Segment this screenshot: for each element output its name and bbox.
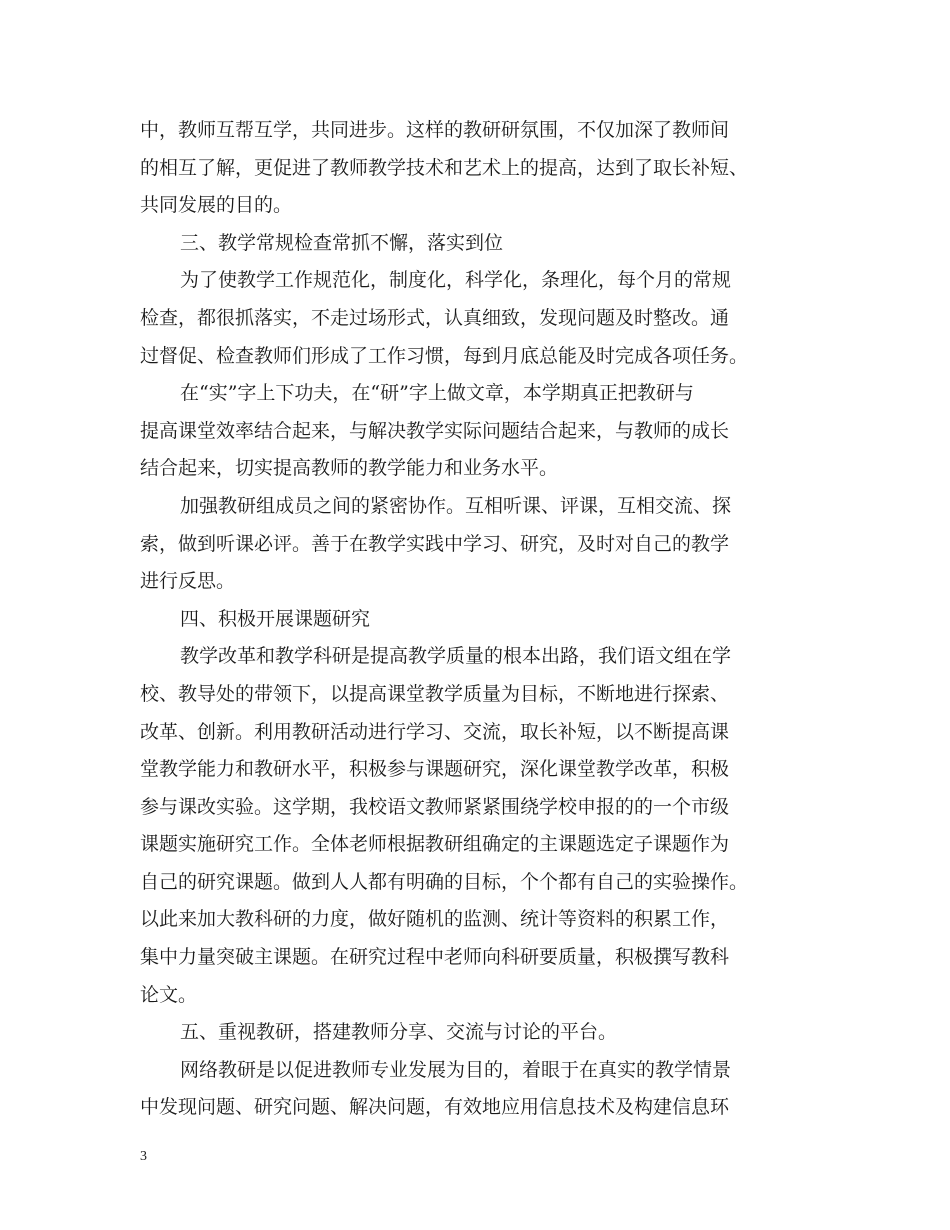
text-line: 论文。 [140, 983, 198, 1006]
text-line: 堂教学能力和教研水平，积极参与课题研究，深化课堂教学改革，积极 [140, 758, 730, 781]
document-body [140, 112, 815, 1127]
text-line: 检查，都很抓落实，不走过场形式，认真细致，发现问题及时整改。通 [140, 306, 730, 329]
text-line: 为了使教学工作规范化，制度化，科学化，条理化，每个月的常规 [180, 269, 732, 292]
text-line: 教学改革和教学科研是提高教学质量的根本出路，我们语文组在学 [180, 645, 732, 668]
page-number: 3 [140, 1149, 147, 1164]
text-line: 结合起来，切实提高教师的教学能力和业务水平。 [140, 457, 559, 480]
text-line: 共同发展的目的。 [140, 194, 293, 217]
text-line: 在“实”字上下功夫，在“研”字上做文章，本学期真正把教研与 [180, 382, 694, 405]
text-line: 进行反思。 [140, 570, 236, 593]
text-line: 集中力量突破主课题。在研究过程中老师向科研要质量，积极撰写教科 [140, 946, 730, 969]
text-line: 加强教研组成员之间的紧密协作。互相听课、评课，互相交流、探 [180, 494, 732, 517]
text-line: 索，做到听课必评。善于在教学实践中学习、研究，及时对自己的教学 [140, 532, 730, 555]
text-line: 中发现问题、研究问题、解决问题，有效地应用信息技术及构建信息环 [140, 1096, 730, 1119]
section-heading-4: 四、积极开展课题研究 [180, 607, 371, 630]
text-line: 以此来加大教科研的力度，做好随机的监测、统计等资料的积累工作， [140, 908, 730, 931]
text-line: 过督促、检查教师们形成了工作习惯，每到月底总能及时完成各项任务。 [140, 344, 749, 367]
text-line: 提高课堂效率结合起来，与解决教学实际问题结合起来，与教师的成长 [140, 419, 730, 442]
text-line: 改革、创新。利用教研活动进行学习、交流，取长补短，以不断提高课 [140, 720, 730, 743]
text-line: 中，教师互帮互学，共同进步。这样的教研研氛围，不仅加深了教师间 [140, 119, 730, 141]
section-heading-3: 三、教学常规检查常抓不懈，落实到位 [180, 231, 504, 254]
text-line: 参与课改实验。这学期，我校语文教师紧紧围绕学校申报的的一个市级 [140, 795, 730, 818]
text-line: 校、教导处的带领下，以提高课堂教学质量为目标，不断地进行探索、 [140, 682, 730, 705]
text-line: 网络教研是以促进教师专业发展为目的，着眼于在真实的教学情景 [180, 1058, 732, 1081]
text-line: 课题实施研究工作。全体老师根据教研组确定的主课题选定子课题作为 [140, 833, 730, 856]
text-line: 的相互了解，更促进了教师教学技术和艺术上的提高，达到了取长补短、 [140, 156, 749, 179]
section-heading-5: 五、重视教研，搭建教师分享、交流与讨论的平台。 [180, 1021, 618, 1044]
text-line: 自己的研究课题。做到人人都有明确的目标，个个都有自己的实验操作。 [140, 870, 749, 893]
